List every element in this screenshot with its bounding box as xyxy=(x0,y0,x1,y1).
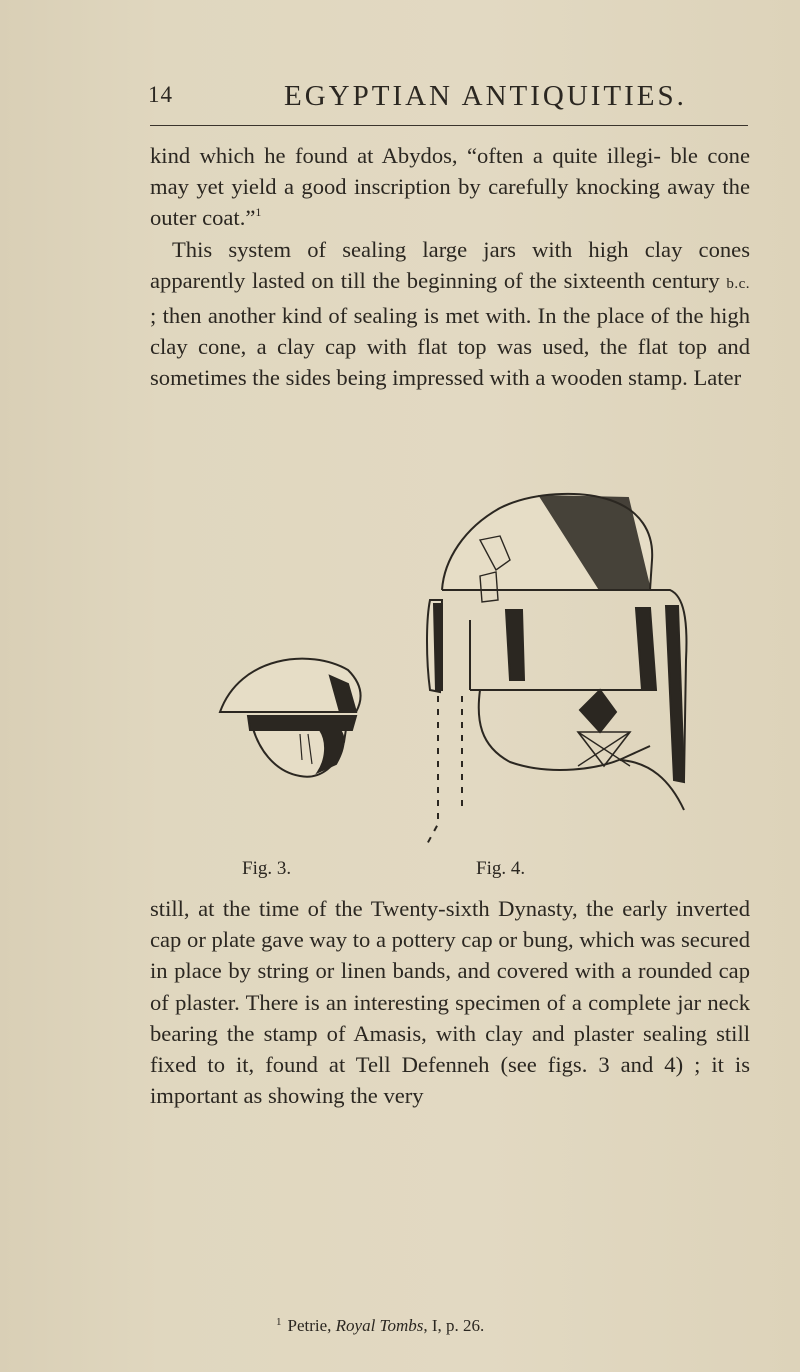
text-line: with flat top was used, the flat top and sometimes the xyxy=(150,334,750,391)
text-line: This system of sealing large jars with high clay xyxy=(172,236,683,262)
text-line: or bung, which was secured in place by string or linen xyxy=(150,927,750,984)
running-title: EGYPTIAN ANTIQUITIES. xyxy=(284,80,687,112)
page-number: 14 xyxy=(148,82,173,107)
body-text-bottom xyxy=(150,893,750,1111)
text-line: still, at the time of the Twenty-sixth Dynasty, the xyxy=(150,896,614,921)
text-line: bands, and covered with a rounded cap of plaster. xyxy=(150,958,751,1015)
text-line: (see figs. 3 and 4) ; it is important as showing the very xyxy=(150,1052,750,1109)
footnote-citation: , I, p. 26. xyxy=(423,1316,485,1335)
text-line: knocking away the outer coat.” xyxy=(150,174,750,231)
figures-3-and-4 xyxy=(180,480,740,880)
fig3-caption: Fig. 3. xyxy=(242,858,292,879)
text-line: ; then another kind of sealing is xyxy=(150,303,439,329)
running-head xyxy=(148,78,748,118)
body-text-top xyxy=(150,140,750,394)
text-line: early inverted cap or plate gave way to a pottery cap xyxy=(150,896,750,953)
fig4-caption: Fig. 4. xyxy=(476,858,526,879)
text-line: neck bearing the stamp of Amasis, with clay and xyxy=(150,989,750,1046)
text-line: There is an interesting specimen of a complete jar xyxy=(245,989,702,1015)
paragraph-continued xyxy=(150,140,750,234)
fig3-illustration xyxy=(180,480,740,850)
text-line: met with. In the place of the high clay cone, a clay cap xyxy=(150,303,750,360)
bc-abbreviation: b.c. xyxy=(726,275,750,292)
text-line: sides being impressed with a wooden stamp. Later xyxy=(285,365,742,391)
paragraph-sealing-system xyxy=(150,234,750,394)
header-rule xyxy=(150,125,748,126)
footnote-work-title: Royal Tombs xyxy=(335,1316,424,1335)
text-line: kind which he found at Abydos, “often a quite illegi- xyxy=(150,143,661,168)
text-line: cones apparently lasted on till the beginning of the xyxy=(150,236,750,293)
text-line: ble cone may yet yield a good inscription by carefully xyxy=(150,143,751,200)
text-line: plaster sealing still fixed to it, found at Tell Defenneh xyxy=(150,1020,751,1078)
footnote xyxy=(276,1316,484,1336)
paragraph-twenty-sixth-dynasty xyxy=(150,893,750,1111)
footnote-author: Petrie, xyxy=(287,1316,336,1335)
footnote-reference: 1 xyxy=(255,205,262,220)
footnote-number: 1 xyxy=(276,1316,282,1328)
text-line: sixteenth century xyxy=(563,267,727,293)
